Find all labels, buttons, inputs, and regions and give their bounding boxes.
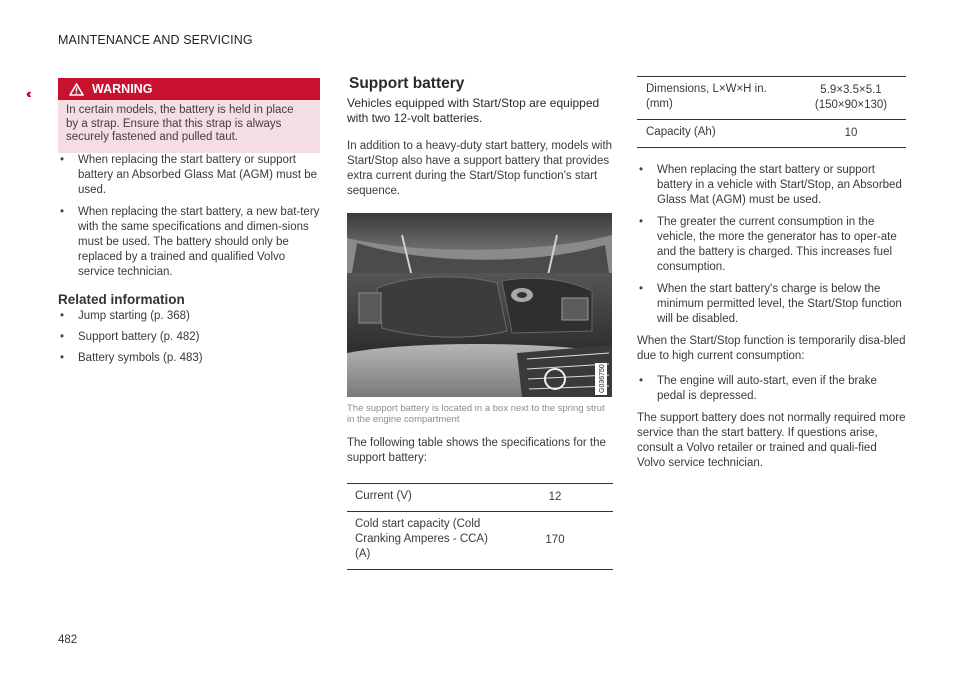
- support-battery-intro: In addition to a heavy-duty start battery, models with Start/Stop also have a support battery that provides extra current during the Start/Stop function's start sequence.: [347, 140, 613, 197]
- table-row: [347, 484, 613, 512]
- continued-chevrons-icon: ‹‹: [26, 86, 29, 101]
- list-item: • When replacing the start battery, a new bat-tery with the same specifications and dimen-sions must be used. The battery should only be replaced by a trained and qualified Volvo service technician.: [58, 205, 320, 280]
- related-information-heading: Related information: [58, 291, 185, 307]
- warning-box: [58, 78, 320, 153]
- table-row: [637, 77, 906, 120]
- list-item: • The greater the current consumption in the vehicle, the more the generator has to oper-ate and the battery is charged. This increases fuel consumption.: [637, 215, 906, 275]
- related-link-battery-symbols[interactable]: • Battery symbols (p. 483): [58, 351, 320, 366]
- support-battery-spec-table: [347, 483, 613, 570]
- middle-column: [347, 76, 613, 570]
- table-cell-label: Dimensions, L×W×H in. (mm): [637, 77, 796, 120]
- support-battery-lead: Vehicles equipped with Start/Stop are equipped with two 12-volt batteries.: [347, 96, 600, 125]
- table-cell-value: 170: [497, 512, 613, 570]
- table-cell-value: 5.9×3.5×5.1 (150×90×130): [796, 77, 906, 120]
- right-column: [637, 76, 906, 481]
- table-cell-label: Capacity (Ah): [637, 120, 796, 148]
- list-item: • The engine will auto-start, even if the brake pedal is depressed.: [637, 374, 906, 404]
- auto-start-list: [637, 374, 906, 404]
- related-link-support-battery[interactable]: • Support battery (p. 482): [58, 330, 320, 345]
- list-item: • When replacing the start battery or support battery an Absorbed Glass Mat (AGM) must be used.: [58, 153, 320, 198]
- service-paragraph: The support battery does not normally required more service than the start battery. If questions arise, consult a Volvo retailer or trained and quali-fied Volvo service technician.: [637, 412, 906, 469]
- related-information-list: [58, 309, 320, 366]
- warning-header: [58, 78, 320, 100]
- table-cell-value: 12: [497, 484, 613, 512]
- engine-compartment-photo: [347, 213, 612, 397]
- table-intro: The following table shows the specifications for the support battery:: [347, 437, 606, 464]
- support-battery-dimensions-table: [637, 76, 906, 148]
- support-battery-notes-list: [637, 163, 906, 327]
- warning-triangle-icon: [69, 83, 84, 96]
- table-row: [637, 120, 906, 148]
- table-row: [347, 512, 613, 570]
- warning-title: WARNING: [92, 81, 153, 96]
- start-stop-disabled-paragraph: When the Start/Stop function is temporarily disa-bled due to high current consumption:: [637, 335, 906, 362]
- warning-text: In certain models, the battery is held in place by a strap. Ensure that this strap is always securely fastened and pulled taut.: [66, 104, 294, 143]
- support-battery-title: Support battery: [349, 75, 465, 92]
- table-cell-value: 10: [796, 120, 906, 148]
- page-number: 482: [58, 634, 78, 646]
- photo-caption: The support battery is located in a box next to the spring strut in the engine compartment: [347, 403, 605, 425]
- section-title: MAINTENANCE AND SERVICING: [58, 33, 253, 47]
- left-column: [58, 78, 320, 372]
- table-cell-label: Cold start capacity (Cold Cranking Amperes - CCA) (A): [347, 512, 497, 570]
- related-link-jump-starting[interactable]: • Jump starting (p. 368): [58, 309, 320, 324]
- list-item: • When the start battery's charge is below the minimum permitted level, the Start/Stop function will be disabled.: [637, 282, 906, 327]
- battery-replacement-list: [58, 153, 320, 280]
- table-cell-label: Current (V): [347, 484, 497, 512]
- image-code-label: G036750: [599, 364, 606, 393]
- list-item: • When replacing the start battery or support battery in a vehicle with Start/Stop, an Absorbed Glass Mat (AGM) must be used.: [637, 163, 906, 208]
